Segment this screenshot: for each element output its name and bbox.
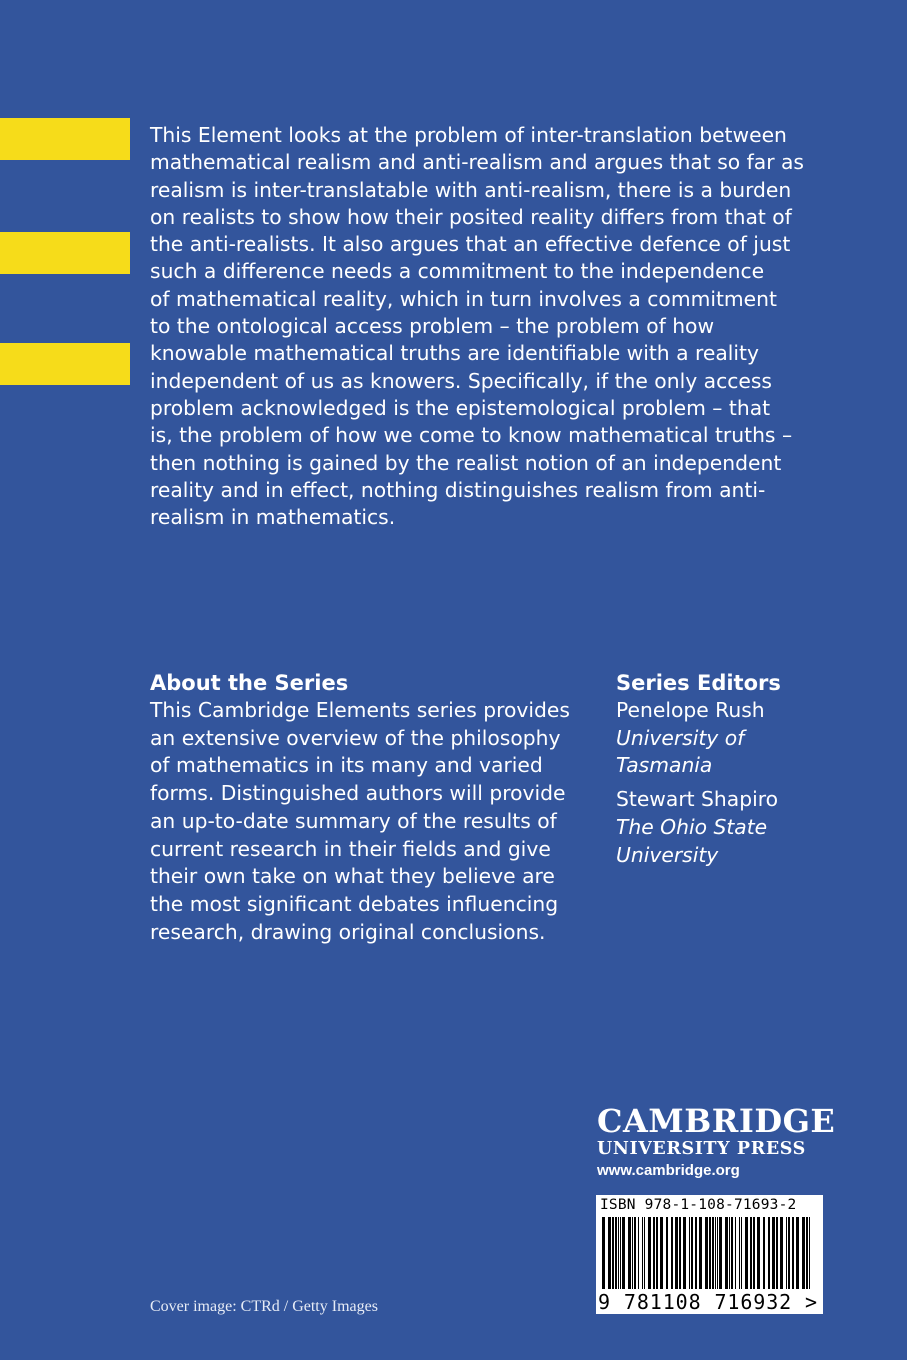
- isbn-barcode-box: [596, 1195, 823, 1314]
- yellow-stripe-middle: [0, 232, 130, 274]
- about-line: forms. Distinguished authors will provide: [150, 781, 566, 806]
- book-blurb: [150, 122, 840, 531]
- editors-heading: Series Editors: [616, 671, 781, 695]
- editor-name: Stewart Shapiro: [616, 787, 779, 812]
- blurb-line: is, the problem of how we come to know mathematical truths –: [150, 423, 793, 448]
- blurb-line: knowable mathematical truths are identifiable with a reality: [150, 341, 760, 366]
- blurb-line: independent of us as knowers. Specifically, if the only access: [150, 368, 772, 393]
- about-line: an extensive overview of the philosophy: [150, 725, 561, 750]
- editor-entry: [616, 786, 856, 869]
- blurb-line: reality and in effect, nothing distinguishes realism from anti-: [150, 477, 766, 502]
- isbn-label: ISBN 978-1-108-71693-2: [600, 1197, 797, 1213]
- about-line: their own take on what they believe are: [150, 864, 555, 889]
- blurb-line: realism is inter-translatable with anti-realism, there is a burden: [150, 177, 792, 202]
- blurb-line: This Element looks at the problem of inter-translation between: [150, 123, 787, 147]
- blurb-line: problem acknowledged is the epistemological problem – that: [150, 395, 771, 420]
- about-heading: About the Series: [150, 671, 349, 695]
- editor-affiliation: University of: [616, 725, 745, 750]
- about-line: research, drawing original conclusions.: [150, 919, 546, 944]
- about-line: current research in their fields and give: [150, 836, 551, 861]
- blurb-line: such a difference needs a commitment to the independence: [150, 259, 765, 284]
- publisher-logo: [597, 1102, 836, 1182]
- about-text: [150, 697, 590, 946]
- about-line: This Cambridge Elements series provides: [150, 698, 570, 722]
- blurb-line: to the ontological access problem – the problem of how: [150, 314, 715, 339]
- publisher-url: www.cambridge.org: [597, 1162, 740, 1179]
- blurb-line: on realists to show how their posited reality differs from that of: [150, 204, 792, 229]
- about-the-series: [150, 669, 590, 946]
- about-line: an up-to-date summary of the results of: [150, 808, 557, 833]
- blurb-line: mathematical realism and anti-realism and argues that so far as: [150, 150, 805, 175]
- about-line: the most significant debates influencing: [150, 891, 559, 916]
- editor-affiliation: Tasmania: [616, 753, 713, 778]
- editor-entry: [616, 697, 856, 780]
- barcode-icon: [602, 1217, 810, 1289]
- series-editors: [616, 669, 856, 869]
- blurb-line: realism in mathematics.: [150, 505, 396, 530]
- about-line: of mathematics in its many and varied: [150, 753, 543, 778]
- publisher-press: UNIVERSITY PRESS: [597, 1139, 806, 1159]
- blurb-line: then nothing is gained by the realist notion of an independent: [150, 450, 782, 475]
- editor-affiliation: University: [616, 842, 719, 867]
- yellow-stripe-bottom: [0, 343, 130, 385]
- blurb-line: the anti-realists. It also argues that an effective defence of just: [150, 232, 791, 257]
- blurb-line: of mathematical reality, which in turn involves a commitment: [150, 286, 777, 311]
- yellow-stripe-top: [0, 118, 130, 160]
- cover-image-credit: Cover image: CTRd / Getty Images: [150, 1298, 378, 1315]
- isbn-digits: 9 781108 716932 >: [598, 1290, 818, 1314]
- editor-name: Penelope Rush: [616, 698, 765, 722]
- publisher-name: CAMBRIDGE: [597, 1102, 836, 1140]
- editor-affiliation: The Ohio State: [616, 814, 768, 839]
